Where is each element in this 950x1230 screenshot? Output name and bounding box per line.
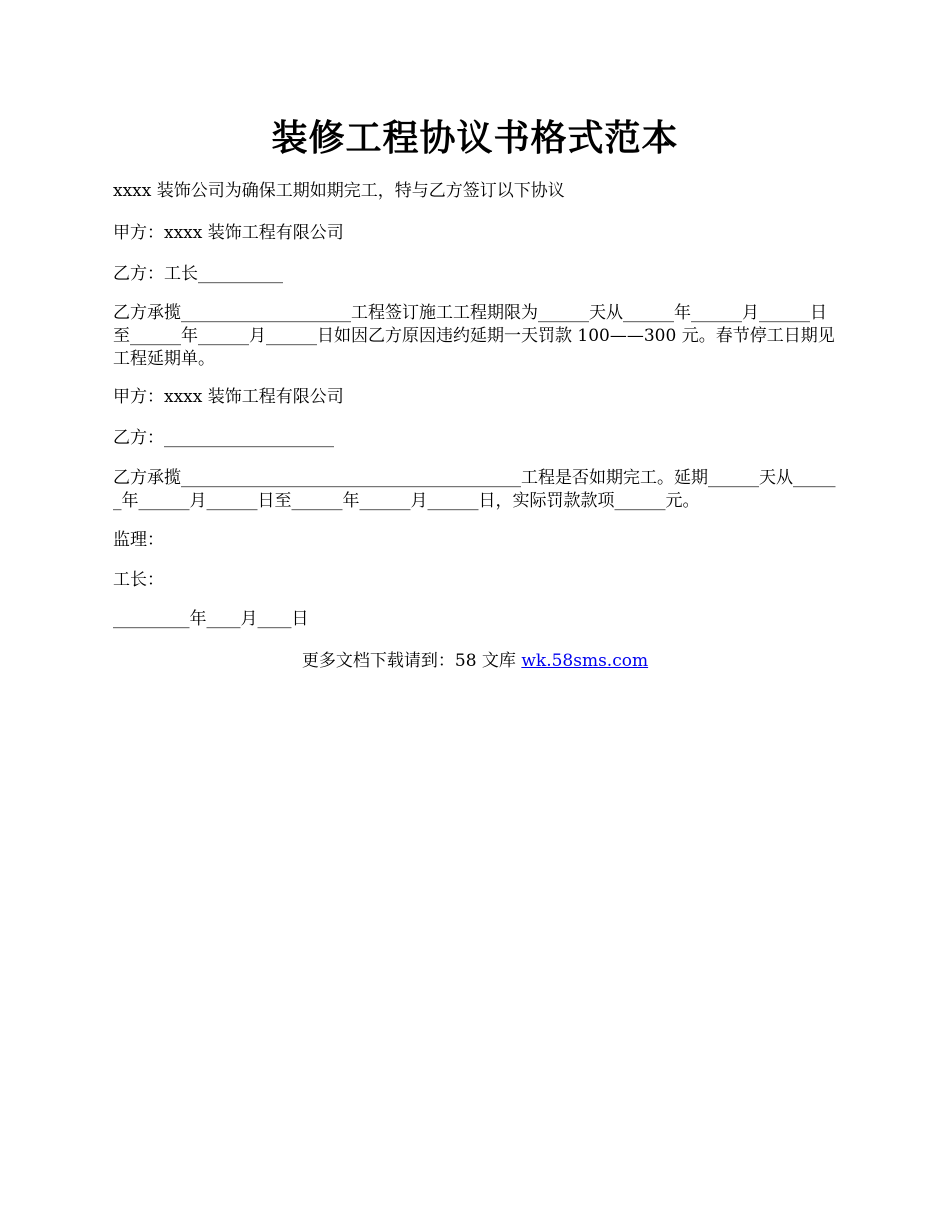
party-a-line-2: 甲方：xxxx 装饰工程有限公司 xyxy=(113,387,344,407)
date-line: _________年____月____日 xyxy=(113,609,309,629)
party-b-foreman-line: 乙方：工长__________ xyxy=(113,264,283,284)
foreman-signature-line: 工长： xyxy=(113,570,164,590)
completion-paragraph: 乙方承揽________________________________________工程是否如期完工。延期______天从______年______月______日至______年______月______日，实际罚款款项______元。 xyxy=(113,468,836,511)
intro-paragraph: xxxx 装饰公司为确保工期如期完工，特与乙方签订以下协议 xyxy=(113,181,565,201)
contract-terms-paragraph: 乙方承揽____________________工程签订施工工程期限为______天从______年______月______日至______年______月______日如因乙方原因违约延期一天罚款 100——300 元。春节停工日期见工程延期单。 xyxy=(113,303,835,369)
footer-note xyxy=(0,650,950,673)
document-title: 装修工程协议书格式范本 xyxy=(271,118,679,159)
supervisor-signature-line: 监理： xyxy=(113,530,164,550)
footer-text: 更多文档下载请到：58 文库 xyxy=(301,651,522,671)
party-a-line: 甲方：xxxx 装饰工程有限公司 xyxy=(113,223,344,243)
footer-link[interactable]: wk.58sms.com xyxy=(521,651,649,671)
party-b-line-2: 乙方：____________________ xyxy=(113,428,334,448)
